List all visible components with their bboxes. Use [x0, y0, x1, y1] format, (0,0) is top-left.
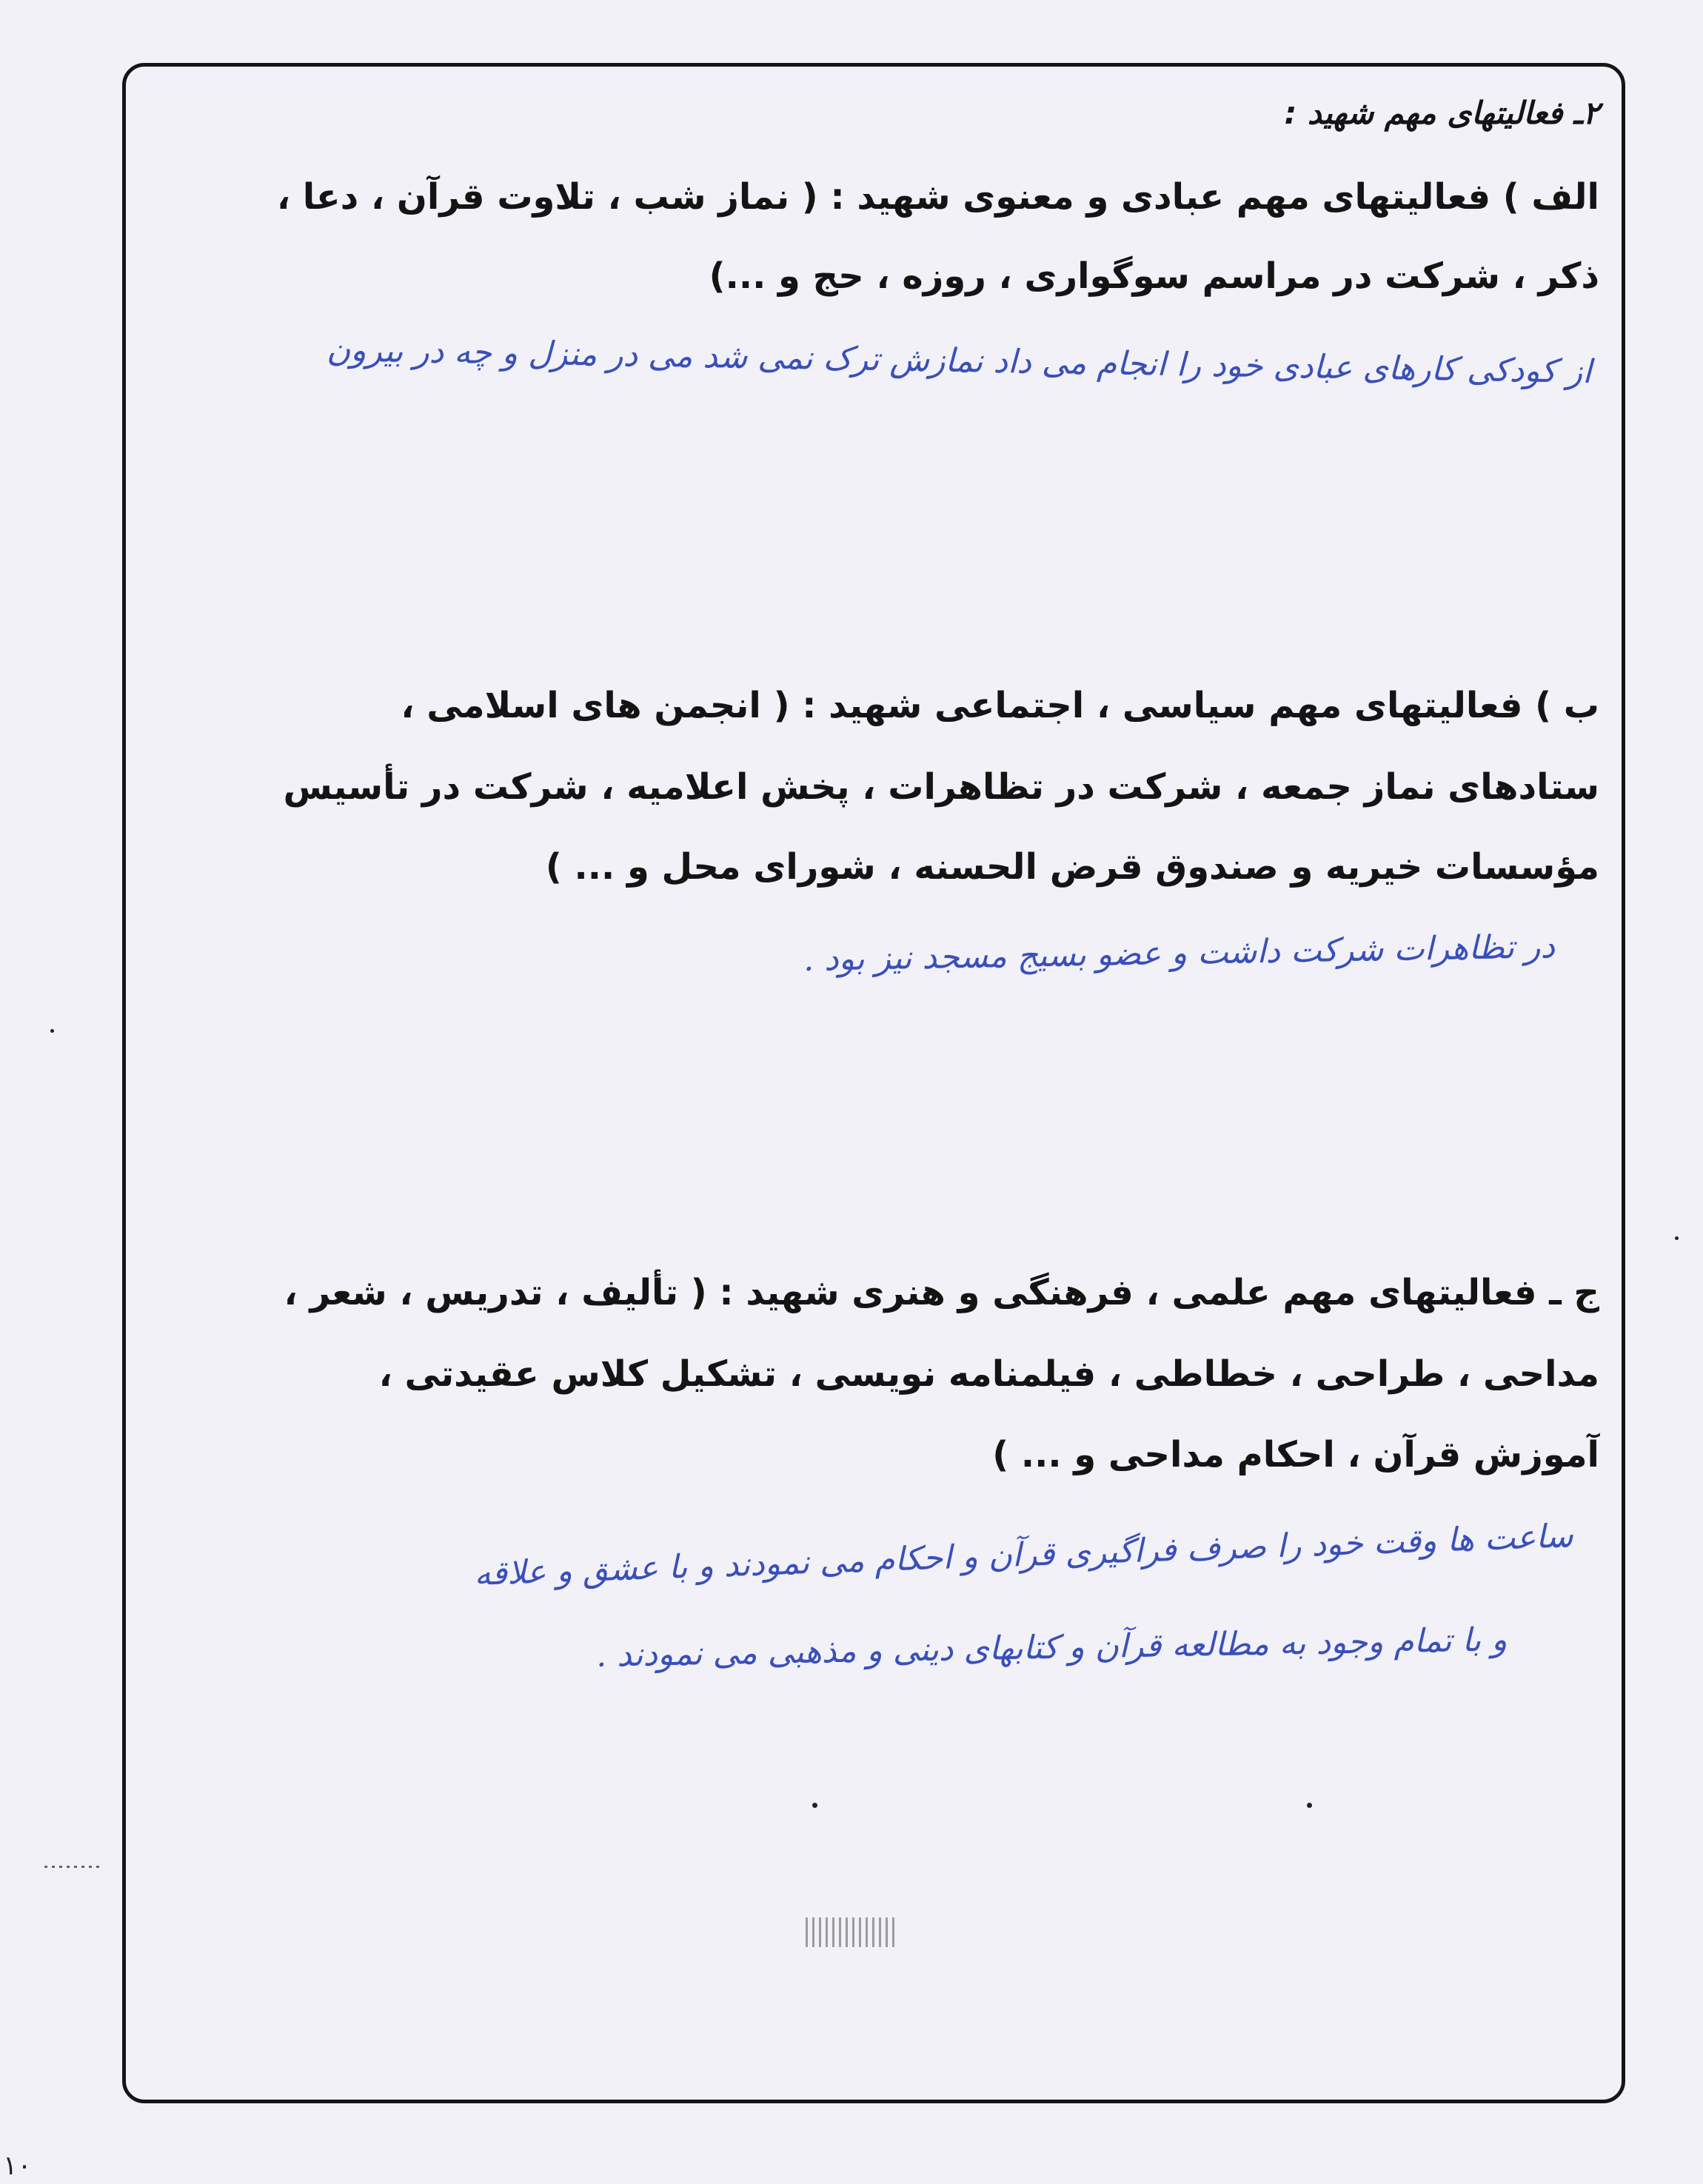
section-b-line-3: مؤسسات خیریه و صندوق قرض الحسنه ، شورای محل و ... ) — [545, 846, 1599, 888]
section-b-handwritten-answer: در تظاهرات شرکت داشت و عضو بسیج مسجد نیز بود . — [803, 928, 1556, 979]
section-a-line-2: ذکر ، شرکت در مراسم سوگواری ، روزه ، حج و ...) — [709, 255, 1599, 297]
section-c-handwritten-answer-line-2: و با تمام وجود به مطالعه قرآن و کتابهای دینی و مذهبی می نمودند . — [595, 1621, 1508, 1675]
section-heading: ۲ـ فعالیتهای مهم شهید : — [1284, 95, 1599, 131]
section-c-line-2: مداحی ، طراحی ، خطاطی ، فیلمنامه نویسی ، تشکیل کلاس عقیدتی ، — [378, 1353, 1599, 1395]
scan-speck — [50, 1029, 54, 1033]
scan-speck — [1675, 1236, 1679, 1240]
scan-speck — [812, 1803, 817, 1808]
section-a-line-1: الف ) فعالیتهای مهم عبادی و معنوی شهید : ( نماز شب ، تلاوت قرآن ، دعا ، — [276, 176, 1599, 218]
section-b-line-2: ستادهای نماز جمعه ، شرکت در تظاهرات ، پخش اعلامیه ، شرکت در تأسیس — [283, 766, 1599, 808]
scan-noise — [806, 1917, 894, 1947]
page-number: ۱۰ — [3, 2151, 32, 2181]
section-a-handwritten-answer: از کودکی کارهای عبادی خود را انجام می داد نمازش ترک نمی شد می در منزل و چه در بیرون — [327, 331, 1593, 391]
section-c-line-3: آموزش قرآن ، احکام مداحی و ... ) — [992, 1434, 1599, 1475]
scan-speck — [1307, 1803, 1312, 1808]
section-b-line-1: ب ) فعالیتهای مهم سیاسی ، اجتماعی شهید : ( انجمن های اسلامی ، — [401, 685, 1599, 726]
section-c-line-1: ج ـ فعالیتهای مهم علمی ، فرهنگی و هنری شهید : ( تألیف ، تدریس ، شعر ، — [284, 1272, 1599, 1313]
scan-noise — [44, 1866, 104, 1868]
section-c-handwritten-answer-line-1: ساعت ها وقت خود را صرف فراگیری قرآن و احکام می نمودند و با عشق و علاقه — [473, 1517, 1574, 1593]
